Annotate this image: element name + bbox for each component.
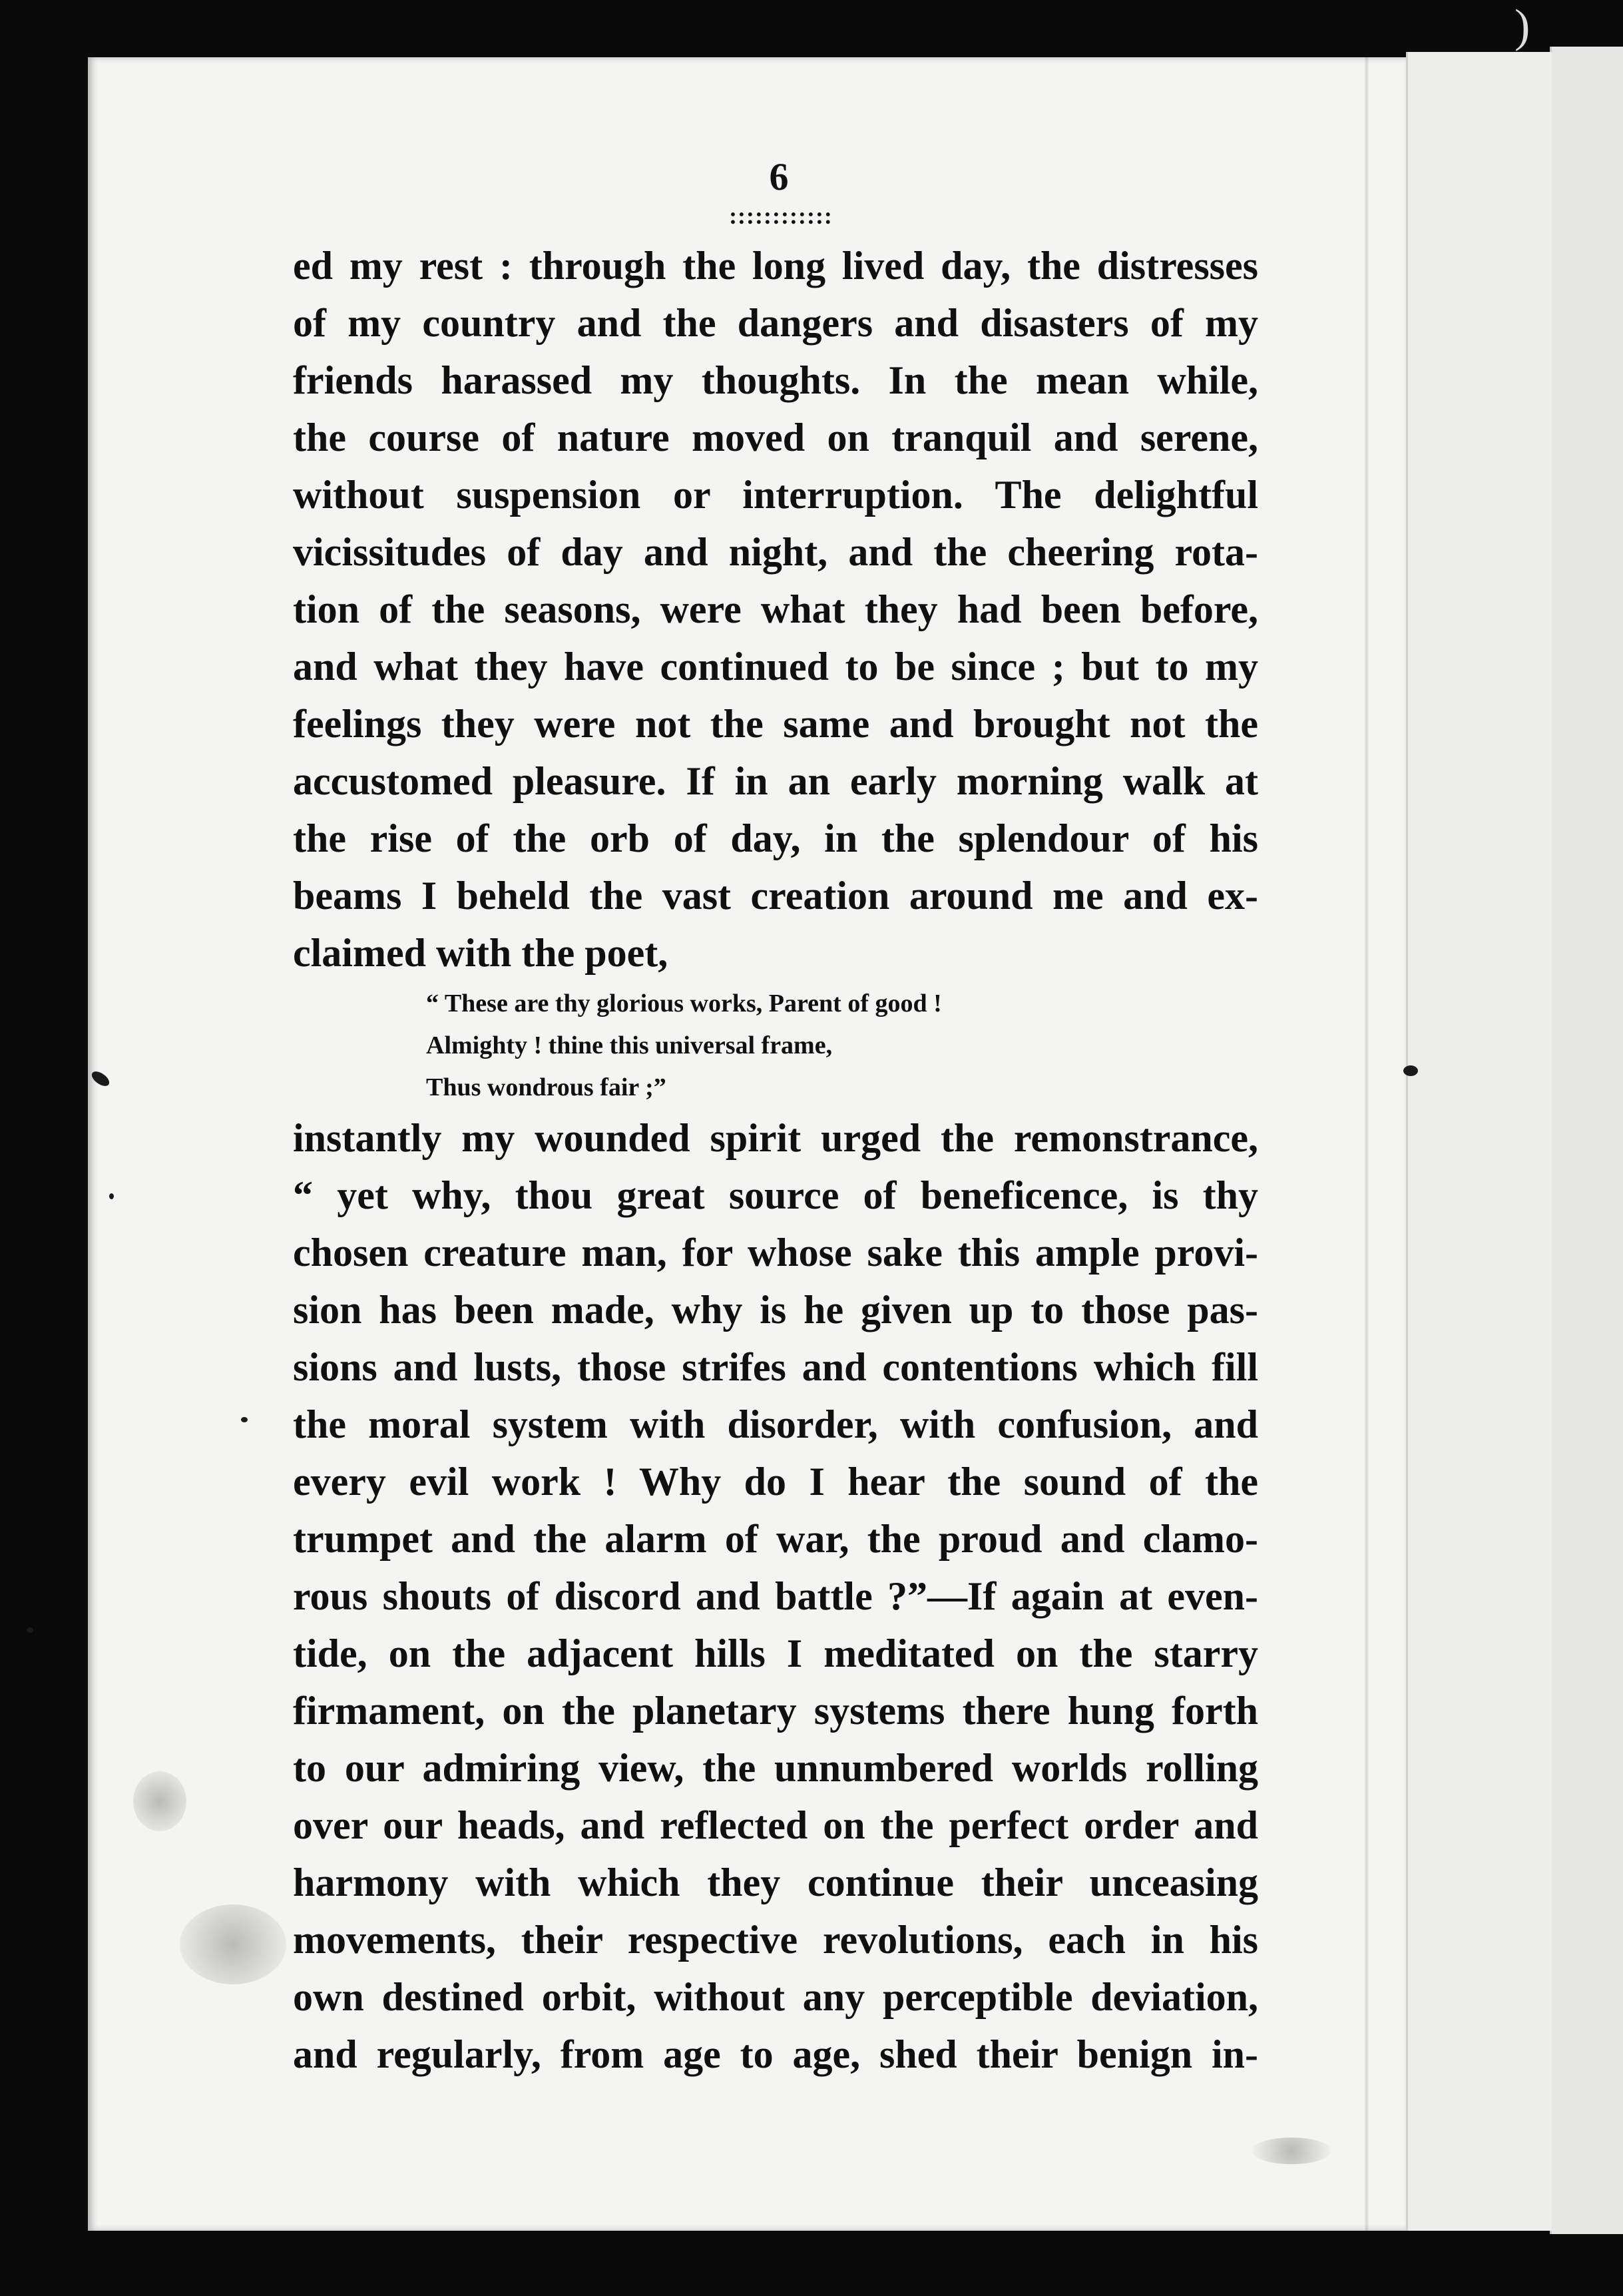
scan-speck xyxy=(109,1193,114,1199)
text-line: to our admiring view, the unnumbered worlds rolling xyxy=(293,1746,1258,1790)
text-line: ed my rest : through the long lived day, the distresses xyxy=(293,244,1258,288)
page-number-ornament: :::::::::::: xyxy=(729,202,833,229)
text-line: claimed with the poet, xyxy=(293,931,668,975)
text-line: and regularly, from age to age, shed their benign in- xyxy=(293,2032,1258,2076)
text-line: every evil work ! Why do I hear the sound of the xyxy=(293,1460,1258,1504)
text-line: the course of nature moved on tranquil and serene, xyxy=(293,416,1258,459)
text-line: tide, on the adjacent hills I meditated on the starry xyxy=(293,1631,1258,1675)
text-line: the moral system with disorder, with confusion, and xyxy=(293,1402,1258,1446)
text-line: beams I beheld the vast creation around me and ex- xyxy=(293,874,1258,918)
scan-speck xyxy=(1403,1065,1418,1076)
page-fold xyxy=(1365,57,1369,2231)
poetry-quotation xyxy=(426,983,1158,1109)
text-line: movements, their respective revolutions, each in his xyxy=(293,1918,1258,1962)
text-line: sions and lusts, those strifes and contentions which fill xyxy=(293,1345,1258,1389)
text-line: trumpet and the alarm of war, the proud and clamo- xyxy=(293,1517,1258,1561)
quote-line: “ These are thy glorious works, Parent of good ! xyxy=(426,990,942,1017)
text-line: accustomed pleasure. If in an early morning walk at xyxy=(293,759,1258,803)
text-line: firmament, on the planetary systems there hung forth xyxy=(293,1689,1258,1733)
scan-speck xyxy=(241,1417,248,1422)
text-line: “ yet why, thou great source of beneficence, is thy xyxy=(293,1173,1258,1217)
page-number: 6 xyxy=(769,155,789,198)
scan-smudge xyxy=(180,1904,286,1984)
quote-line: Almighty ! thine this universal frame, xyxy=(426,1031,833,1059)
text-line: rous shouts of discord and battle ?”—If again at even- xyxy=(293,1574,1258,1618)
text-line: sion has been made, why is he given up to those pas- xyxy=(293,1288,1258,1332)
scan-speck xyxy=(27,1627,33,1633)
text-line: feelings they were not the same and brought not the xyxy=(293,702,1258,746)
corner-mark: ) xyxy=(1514,1,1530,52)
text-line: of my country and the dangers and disasters of my xyxy=(293,301,1258,345)
scan-smudge xyxy=(133,1771,186,1831)
text-line: the rise of the orb of day, in the splendour of his xyxy=(293,816,1258,860)
text-line: own destined orbit, without any perceptible deviation, xyxy=(293,1975,1258,2019)
text-line: instantly my wounded spirit urged the remonstrance, xyxy=(293,1116,1258,1160)
adjacent-page-edge-outer xyxy=(1550,47,1623,2234)
text-line: harmony with which they continue their unceasing xyxy=(293,1861,1258,1904)
text-line: chosen creature man, for whose sake this ample provi- xyxy=(293,1231,1258,1275)
text-line: tion of the seasons, were what they had been before, xyxy=(293,587,1258,631)
quote-line: Thus wondrous fair ;” xyxy=(426,1073,666,1101)
text-line: over our heads, and reflected on the perfect order and xyxy=(293,1803,1258,1847)
text-line: and what they have continued to be since ; but to my xyxy=(293,645,1258,689)
text-line: without suspension or interruption. The delightful xyxy=(293,473,1258,517)
body-text-bottom xyxy=(293,1109,1258,2083)
body-text-top xyxy=(293,237,1258,982)
scan-smudge xyxy=(1252,2138,1331,2164)
text-line: vicissitudes of day and night, and the cheering rota- xyxy=(293,530,1258,574)
adjacent-page-edge xyxy=(1406,52,1552,2231)
text-line: friends harassed my thoughts. In the mean while, xyxy=(293,358,1258,402)
